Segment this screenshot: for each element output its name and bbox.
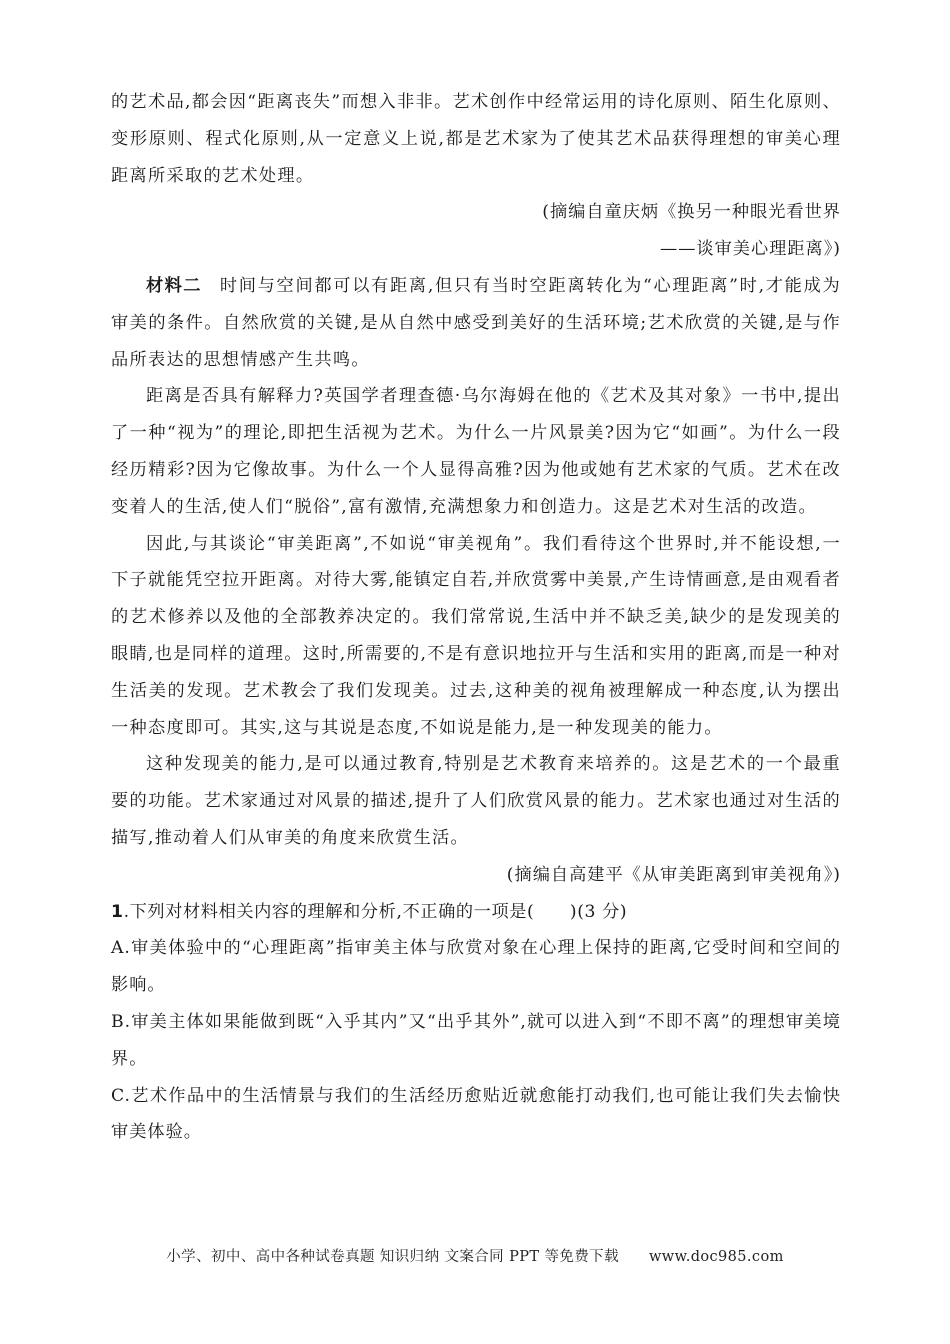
material2-paragraph-2: 距离是否具有解释力?英国学者理查德·乌尔海姆在他的《艺术及其对象》一书中,提出了一种“视为”的理论,即把生活视为艺术。为什么一片风景美?因为它“如画”。为什么一段经历精彩?因为它像故事。为什么一个人显得高雅?因为他或她有艺术家的气质。艺术在改变着人的生活,使人们“脱俗”,富有激情,充满想象力和创造力。这是艺术对生活的改造。 [111, 386, 841, 517]
question-number: 1 [111, 901, 124, 922]
footer-text: 小学、初中、高中各种试卷真题 知识归纳 文案合同 PPT 等免费下载 [166, 1249, 619, 1265]
footer-url[interactable]: www.doc985.com [648, 1249, 784, 1265]
material2-p1-text: 时间与空间都可以有距离,但只有当时空距离转化为“心理距离”时,才能成为审美的条件。自然欣赏的关键,是从自然中感受到美好的生活环境;艺术欣赏的关键,是与作品所表达的思想情感产生共鸣。 [111, 275, 841, 370]
page-footer [0, 1245, 950, 1266]
material2-paragraph-4: 这种发现美的能力,是可以通过教育,特别是艺术教育来培养的。这是艺术的一个最重要的功能。艺术家通过对风景的描述,提升了人们欣赏风景的能力。艺术家也通过对生活的描写,推动着人们从审美的角度来欣赏生活。 [111, 754, 841, 848]
option-a: A.审美体验中的“心理距离”指审美主体与欣赏对象在心理上保持的距离,它受时间和空间的影响。 [111, 938, 841, 996]
material1-continuation: 的艺术品,都会因“距离丧失”而想入非非。艺术创作中经常运用的诗化原则、陌生化原则、变形原则、程式化原则,从一定意义上说,都是艺术家为了使其艺术品获得理想的审美心理距离所采取的艺术处理。 [111, 92, 841, 186]
source-citation-1b: ——谈审美心理距离》) [660, 239, 841, 260]
material2-paragraph-3: 因此,与其谈论“审美距离”,不如说“审美视角”。我们看待这个世界时,并不能设想,一下子就能凭空拉开距离。对待大雾,能镇定自若,并欣赏雾中美景,产生诗情画意,是由观看者的艺术修养以及他的全部教养决定的。我们常常说,生活中并不缺乏美,缺少的是发现美的眼睛,也是同样的道理。这时,所需要的,不是有意识地拉开与生活和实用的距离,而是一种对生活美的发现。艺术教会了我们发现美。过去,这种美的视角被理解成一种态度,认为摆出一种态度即可。其实,这与其说是态度,不如说是能力,是一种发现美的能力。 [111, 533, 841, 738]
option-c: C.艺术作品中的生活情景与我们的生活经历愈贴近就愈能打动我们,也可能让我们失去愉快审美体验。 [111, 1085, 841, 1143]
source-citation-1a: (摘编自童庆炳《换另一种眼光看世界 [542, 202, 841, 223]
material2-label: 材料二 [146, 275, 202, 296]
document-body [111, 84, 841, 1151]
question-1 [111, 894, 841, 931]
material2-paragraph-1 [111, 268, 841, 378]
source-citation-2: (摘编自高建平《从审美距离到审美视角》) [506, 864, 841, 885]
option-b: B.审美主体如果能做到既“入乎其内”又“出乎其外”,就可以进入到“不即不离”的理想审美境界。 [111, 1011, 841, 1069]
question-text: .下列对材料相关内容的理解和分析,不正确的一项是( )(3 分) [123, 901, 628, 922]
